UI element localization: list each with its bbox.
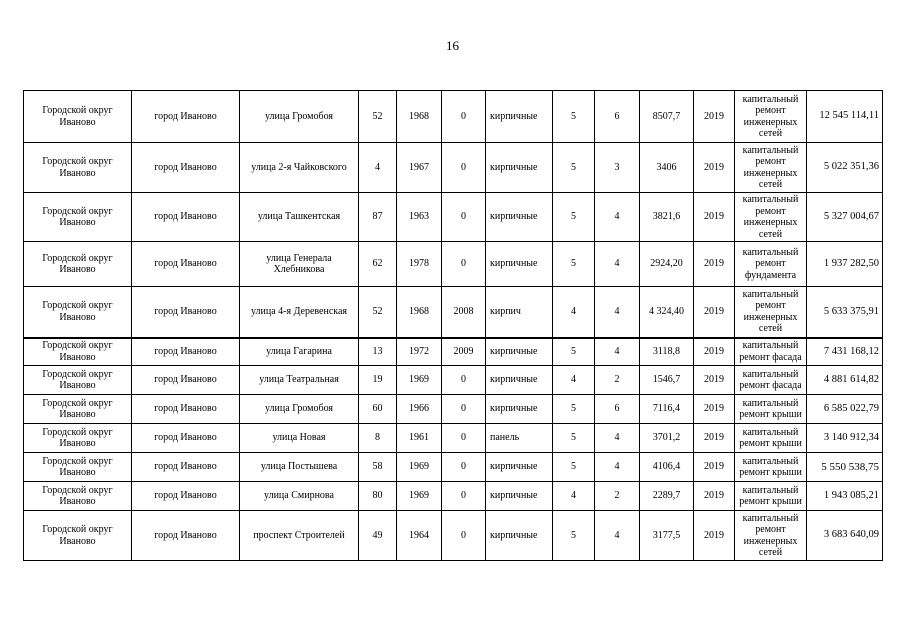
cell-wall-material: кирпич <box>486 287 553 338</box>
cell-wall-material: кирпичные <box>486 143 553 193</box>
cell-area: 3701,2 <box>640 424 694 453</box>
cell-wall-material: кирпичные <box>486 395 553 424</box>
cell-wall-material: кирпичные <box>486 453 553 482</box>
cell-area: 2289,7 <box>640 482 694 511</box>
cell-house-number: 62 <box>359 242 397 287</box>
cell-overhaul-year: 0 <box>442 143 486 193</box>
cell-floors: 5 <box>553 242 595 287</box>
table-row <box>24 395 883 424</box>
table-row <box>24 91 883 143</box>
cell-floors: 4 <box>553 366 595 395</box>
cell-settlement: город Иваново <box>132 395 240 424</box>
cell-overhaul-year: 0 <box>442 453 486 482</box>
cell-settlement: город Иваново <box>132 424 240 453</box>
cell-build-year: 1963 <box>397 193 442 242</box>
table-row <box>24 242 883 287</box>
cell-municipality: Городской округ Иваново <box>24 287 132 338</box>
cell-entrances: 2 <box>595 482 640 511</box>
cell-plan-year: 2019 <box>694 511 735 561</box>
cell-municipality: Городской округ Иваново <box>24 482 132 511</box>
cell-cost: 3 683 640,09 <box>807 511 883 561</box>
cell-street: проспект Строителей <box>240 511 359 561</box>
cell-build-year: 1978 <box>397 242 442 287</box>
cell-overhaul-year: 2008 <box>442 287 486 338</box>
cell-build-year: 1964 <box>397 511 442 561</box>
cell-floors: 5 <box>553 338 595 366</box>
cell-entrances: 3 <box>595 143 640 193</box>
cell-cost: 3 140 912,34 <box>807 424 883 453</box>
cell-street: улица Генерала Хлебникова <box>240 242 359 287</box>
cell-house-number: 13 <box>359 338 397 366</box>
cell-plan-year: 2019 <box>694 453 735 482</box>
cell-cost: 6 585 022,79 <box>807 395 883 424</box>
cell-wall-material: кирпичные <box>486 511 553 561</box>
cell-settlement: город Иваново <box>132 143 240 193</box>
cell-floors: 5 <box>553 143 595 193</box>
cell-house-number: 19 <box>359 366 397 395</box>
cell-street: улица 4-я Деревенская <box>240 287 359 338</box>
table-row <box>24 193 883 242</box>
cell-work-type: капитальный ремонт фундамента <box>735 242 807 287</box>
cell-municipality: Городской округ Иваново <box>24 143 132 193</box>
cell-entrances: 2 <box>595 366 640 395</box>
cell-municipality: Городской округ Иваново <box>24 424 132 453</box>
cell-wall-material: кирпичные <box>486 91 553 143</box>
cell-municipality: Городской округ Иваново <box>24 242 132 287</box>
cell-floors: 5 <box>553 511 595 561</box>
cell-work-type: капитальный ремонт крыши <box>735 482 807 511</box>
cell-plan-year: 2019 <box>694 143 735 193</box>
cell-wall-material: кирпичные <box>486 482 553 511</box>
cell-cost: 5 633 375,91 <box>807 287 883 338</box>
cell-entrances: 4 <box>595 287 640 338</box>
cell-wall-material: кирпичные <box>486 193 553 242</box>
cell-entrances: 6 <box>595 395 640 424</box>
cell-settlement: город Иваново <box>132 482 240 511</box>
cell-settlement: город Иваново <box>132 366 240 395</box>
cell-work-type: капитальный ремонт инженерных сетей <box>735 511 807 561</box>
cell-street: улица Театральная <box>240 366 359 395</box>
cell-cost: 1 937 282,50 <box>807 242 883 287</box>
table-row <box>24 424 883 453</box>
cell-plan-year: 2019 <box>694 91 735 143</box>
cell-street: улица 2-я Чайковского <box>240 143 359 193</box>
cell-municipality: Городской округ Иваново <box>24 395 132 424</box>
cell-settlement: город Иваново <box>132 511 240 561</box>
cell-work-type: капитальный ремонт инженерных сетей <box>735 143 807 193</box>
cell-house-number: 80 <box>359 482 397 511</box>
cell-municipality: Городской округ Иваново <box>24 453 132 482</box>
cell-street: улица Ташкентская <box>240 193 359 242</box>
cell-overhaul-year: 0 <box>442 395 486 424</box>
cell-work-type: капитальный ремонт фасада <box>735 366 807 395</box>
cell-floors: 4 <box>553 287 595 338</box>
cell-overhaul-year: 0 <box>442 242 486 287</box>
table-row <box>24 338 883 366</box>
cell-build-year: 1961 <box>397 424 442 453</box>
cell-street: улица Постышева <box>240 453 359 482</box>
cell-floors: 5 <box>553 395 595 424</box>
cell-overhaul-year: 0 <box>442 193 486 242</box>
cell-area: 1546,7 <box>640 366 694 395</box>
table-row <box>24 143 883 193</box>
cell-area: 8507,7 <box>640 91 694 143</box>
cell-plan-year: 2019 <box>694 338 735 366</box>
cell-street: улица Громобоя <box>240 91 359 143</box>
cell-work-type: капитальный ремонт инженерных сетей <box>735 91 807 143</box>
cell-plan-year: 2019 <box>694 193 735 242</box>
cell-work-type: капитальный ремонт фасада <box>735 338 807 366</box>
cell-build-year: 1966 <box>397 395 442 424</box>
cell-entrances: 4 <box>595 424 640 453</box>
cell-municipality: Городской округ Иваново <box>24 91 132 143</box>
table-row <box>24 453 883 482</box>
cell-build-year: 1967 <box>397 143 442 193</box>
cell-area: 7116,4 <box>640 395 694 424</box>
cell-overhaul-year: 0 <box>442 91 486 143</box>
cell-build-year: 1972 <box>397 338 442 366</box>
cell-plan-year: 2019 <box>694 395 735 424</box>
cell-build-year: 1969 <box>397 482 442 511</box>
cell-plan-year: 2019 <box>694 287 735 338</box>
cell-wall-material: панель <box>486 424 553 453</box>
cell-entrances: 4 <box>595 511 640 561</box>
cell-cost: 1 943 085,21 <box>807 482 883 511</box>
cell-house-number: 52 <box>359 287 397 338</box>
cell-municipality: Городской округ Иваново <box>24 193 132 242</box>
cell-wall-material: кирпичные <box>486 366 553 395</box>
table-row <box>24 511 883 561</box>
cell-cost: 5 022 351,36 <box>807 143 883 193</box>
cell-area: 4 324,40 <box>640 287 694 338</box>
cell-cost: 7 431 168,12 <box>807 338 883 366</box>
cell-area: 3177,5 <box>640 511 694 561</box>
cell-settlement: город Иваново <box>132 242 240 287</box>
cell-house-number: 87 <box>359 193 397 242</box>
cell-work-type: капитальный ремонт крыши <box>735 453 807 482</box>
table-row <box>24 366 883 395</box>
cell-overhaul-year: 0 <box>442 482 486 511</box>
cell-house-number: 4 <box>359 143 397 193</box>
cell-settlement: город Иваново <box>132 193 240 242</box>
cell-build-year: 1969 <box>397 366 442 395</box>
cell-street: улица Гагарина <box>240 338 359 366</box>
cell-street: улица Смирнова <box>240 482 359 511</box>
housing-repair-table <box>23 90 883 561</box>
cell-settlement: город Иваново <box>132 453 240 482</box>
cell-settlement: город Иваново <box>132 338 240 366</box>
cell-work-type: капитальный ремонт инженерных сетей <box>735 287 807 338</box>
page-number: 16 <box>446 38 459 53</box>
cell-street: улица Громобоя <box>240 395 359 424</box>
cell-build-year: 1968 <box>397 91 442 143</box>
cell-municipality: Городской округ Иваново <box>24 366 132 395</box>
cell-settlement: город Иваново <box>132 287 240 338</box>
cell-overhaul-year: 0 <box>442 366 486 395</box>
cell-area: 2924,20 <box>640 242 694 287</box>
table-row <box>24 287 883 338</box>
cell-entrances: 4 <box>595 242 640 287</box>
cell-work-type: капитальный ремонт крыши <box>735 395 807 424</box>
cell-overhaul-year: 0 <box>442 424 486 453</box>
cell-house-number: 52 <box>359 91 397 143</box>
cell-settlement: город Иваново <box>132 91 240 143</box>
cell-cost: 5 550 538,75 <box>807 453 883 482</box>
cell-cost: 4 881 614,82 <box>807 366 883 395</box>
cell-street: улица Новая <box>240 424 359 453</box>
cell-house-number: 8 <box>359 424 397 453</box>
cell-entrances: 4 <box>595 338 640 366</box>
cell-plan-year: 2019 <box>694 366 735 395</box>
cell-overhaul-year: 0 <box>442 511 486 561</box>
cell-area: 4106,4 <box>640 453 694 482</box>
cell-floors: 5 <box>553 424 595 453</box>
cell-work-type: капитальный ремонт крыши <box>735 424 807 453</box>
cell-floors: 5 <box>553 91 595 143</box>
cell-municipality: Городской округ Иваново <box>24 511 132 561</box>
cell-wall-material: кирпичные <box>486 242 553 287</box>
cell-entrances: 4 <box>595 193 640 242</box>
cell-plan-year: 2019 <box>694 242 735 287</box>
cell-build-year: 1969 <box>397 453 442 482</box>
cell-floors: 5 <box>553 193 595 242</box>
cell-entrances: 4 <box>595 453 640 482</box>
cell-cost: 12 545 114,11 <box>807 91 883 143</box>
cell-area: 3118,8 <box>640 338 694 366</box>
cell-work-type: капитальный ремонт инженерных сетей <box>735 193 807 242</box>
cell-entrances: 6 <box>595 91 640 143</box>
cell-house-number: 60 <box>359 395 397 424</box>
cell-wall-material: кирпичные <box>486 338 553 366</box>
cell-plan-year: 2019 <box>694 482 735 511</box>
cell-overhaul-year: 2009 <box>442 338 486 366</box>
cell-cost: 5 327 004,67 <box>807 193 883 242</box>
cell-municipality: Городской округ Иваново <box>24 338 132 366</box>
cell-area: 3821,6 <box>640 193 694 242</box>
cell-build-year: 1968 <box>397 287 442 338</box>
table-row <box>24 482 883 511</box>
cell-floors: 5 <box>553 453 595 482</box>
cell-plan-year: 2019 <box>694 424 735 453</box>
cell-house-number: 58 <box>359 453 397 482</box>
cell-floors: 4 <box>553 482 595 511</box>
cell-house-number: 49 <box>359 511 397 561</box>
cell-area: 3406 <box>640 143 694 193</box>
